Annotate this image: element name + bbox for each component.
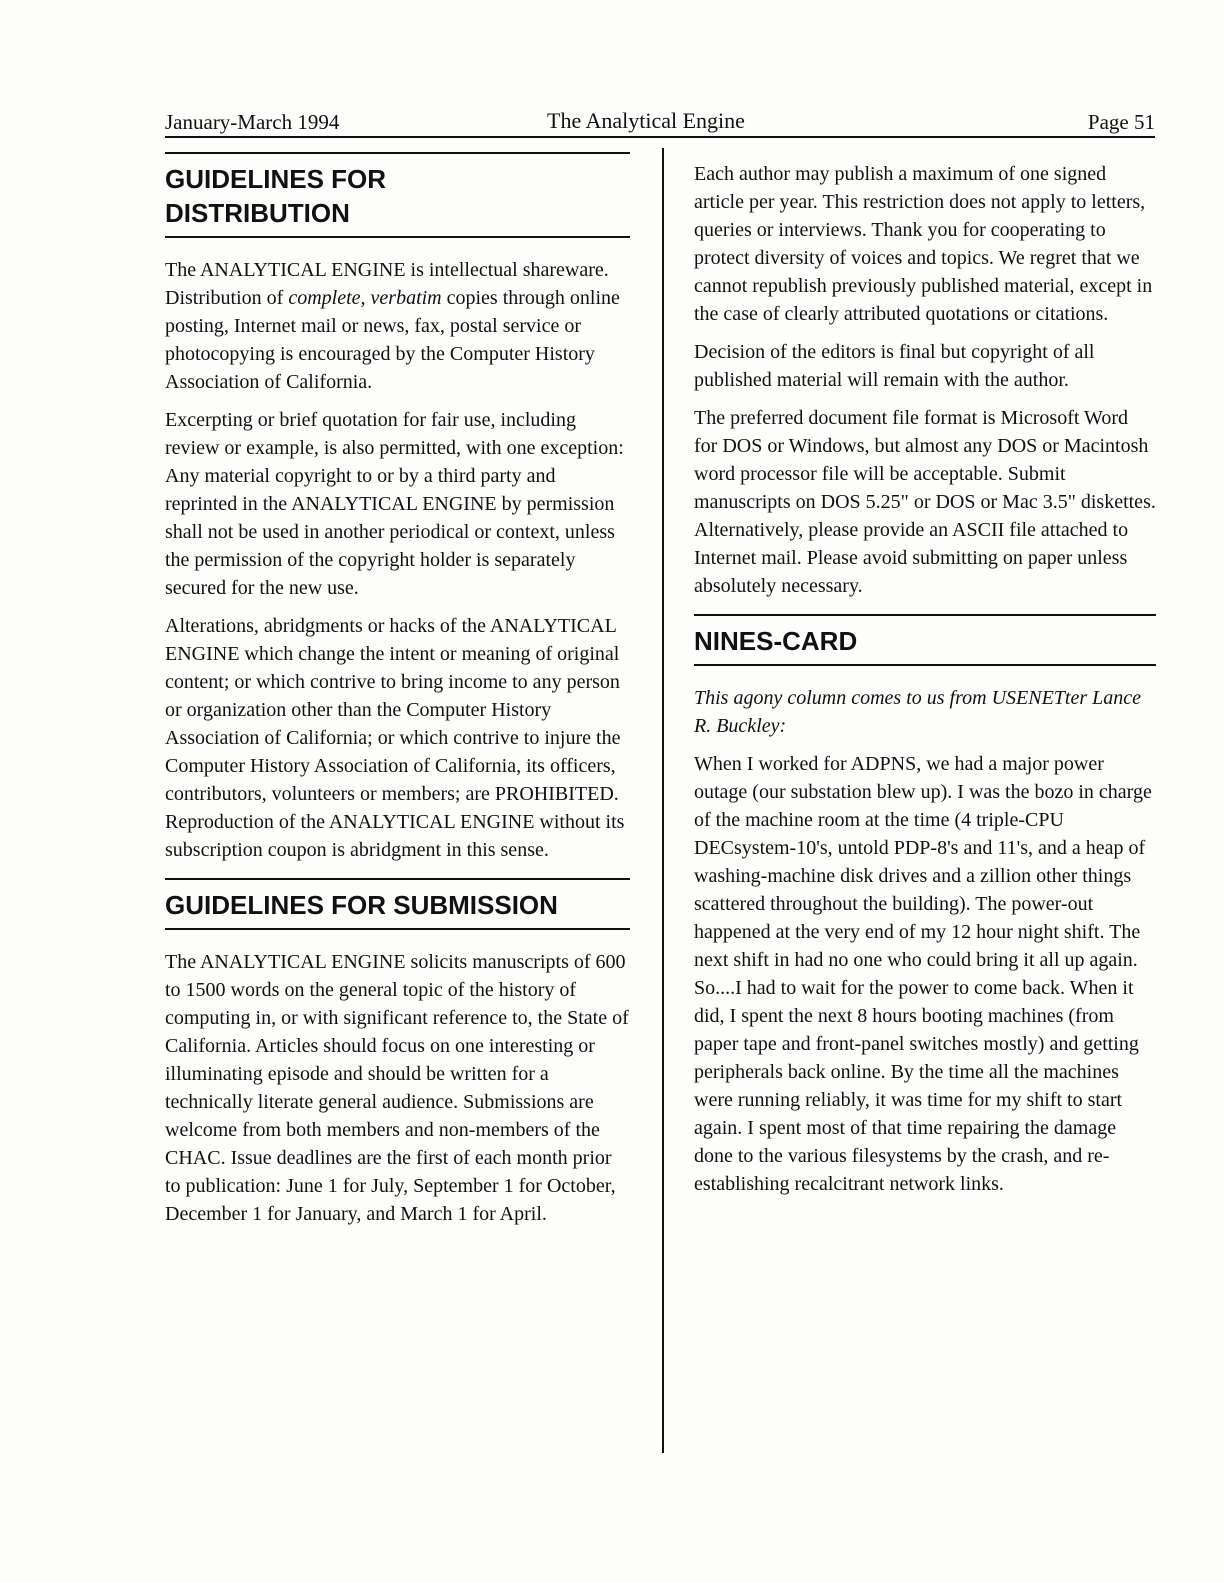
distribution-paragraph-1 [165,256,630,396]
running-header [165,106,1155,138]
right-column [694,152,1156,1208]
distribution-paragraph-2: Excerpting or brief quotation for fair use, including review or example, is also permitted, with one exception: Any material copyright to or by a third party and reprinted in the ANALYTICAL ENGINE by permission shall not be used in another periodical or context, unless the permission of the copyright holder is separately secured for the new use. [165,409,624,599]
submission-paragraph-3: Decision of the editors is final but copyright of all published material will remain with the author. [694,341,1095,391]
header-title: The Analytical Engine [547,108,745,133]
nines-card-intro: This agony column comes to us from USENETter Lance R. Buckley: [694,687,1142,737]
header-page-number: Page 51 [1087,110,1155,134]
submission-heading: GUIDELINES FOR SUBMISSION [165,878,630,930]
distribution-p1-end: copies through online posting, Internet mail or news, fax, postal service or photocopying is encouraged by the Computer History Association of California. [165,287,620,393]
nines-card-heading: NINES-CARD [694,614,1156,666]
nines-card-body: When I worked for ADPNS, we had a major power outage (our substation blew up). I was the bozo in charge of the machine room at the time (4 triple-CPU DECsystem-10's, untold PDP-8's and 11's, and a heap of washing-machine disk drives and a zillion other things scattered throughout the building). The power-out happened at the very end of my 12 hour night shift. The next shift in had no one who could bring it all up again. So....I had to wait for the power to come back. When it did, I spent the next 8 hours booting machines (from paper tape and front-panel switches mostly) and getting peripherals back online. By the time all the machines were running reliably, it was time for my shift to start again. I spent most of that time repairing the damage done to the various filesystems by the crash, and re-establishing recalcitrant network links. [694,753,1152,1195]
header-date: January-March 1994 [165,110,340,134]
submission-paragraph-1: The ANALYTICAL ENGINE solicits manuscripts of 600 to 1500 words on the general topic of the history of computing in, or with significant reference to, the State of California. Articles should focus on one interesting or illuminating episode and should be written for a technically literate general audience. Submissions are welcome from both members and non-members of the CHAC. Issue deadlines are the first of each month prior to publication: June 1 for July, September 1 for October, December 1 for January, and March 1 for April. [165,951,629,1225]
submission-paragraph-4: The preferred document file format is Microsoft Word for DOS or Windows, but almost any DOS or Macintosh word processor file will be acceptable. Submit manuscripts on DOS 5.25" or DOS or Mac 3.5" diskettes. Alternatively, please provide an ASCII file attached to Internet mail. Please avoid submitting on paper unless absolutely necessary. [694,407,1156,597]
distribution-heading-line1: GUIDELINES FOR [165,164,387,194]
distribution-p1-start: The ANALYTICAL ENGINE is intellectual shareware. Distribution of [165,259,609,309]
submission-paragraph-2: Each author may publish a maximum of one signed article per year. This restriction does not apply to letters, queries or interviews. Thank you for cooperating to protect diversity of voices and topics. We regret that we cannot republish previously published material, except in the case of clearly attributed quotations or citations. [694,163,1153,325]
distribution-heading-line2: DISTRIBUTION [165,198,350,228]
distribution-paragraph-3: Alterations, abridgments or hacks of the ANALYTICAL ENGINE which change the intent or meaning of original content; or which contrive to bring income to any person or organization other than the Computer History Association of California; or which contrive to injure the Computer History Association of California, its officers, contributors, volunteers or members; are PROHIBITED. Reproduction of the ANALYTICAL ENGINE without its subscription coupon is abridgment in this sense. [165,615,625,861]
column-divider [662,148,664,1453]
left-column [165,152,630,1238]
distribution-heading [165,152,630,238]
distribution-p1-emphasis: complete, verbatim [288,287,442,309]
